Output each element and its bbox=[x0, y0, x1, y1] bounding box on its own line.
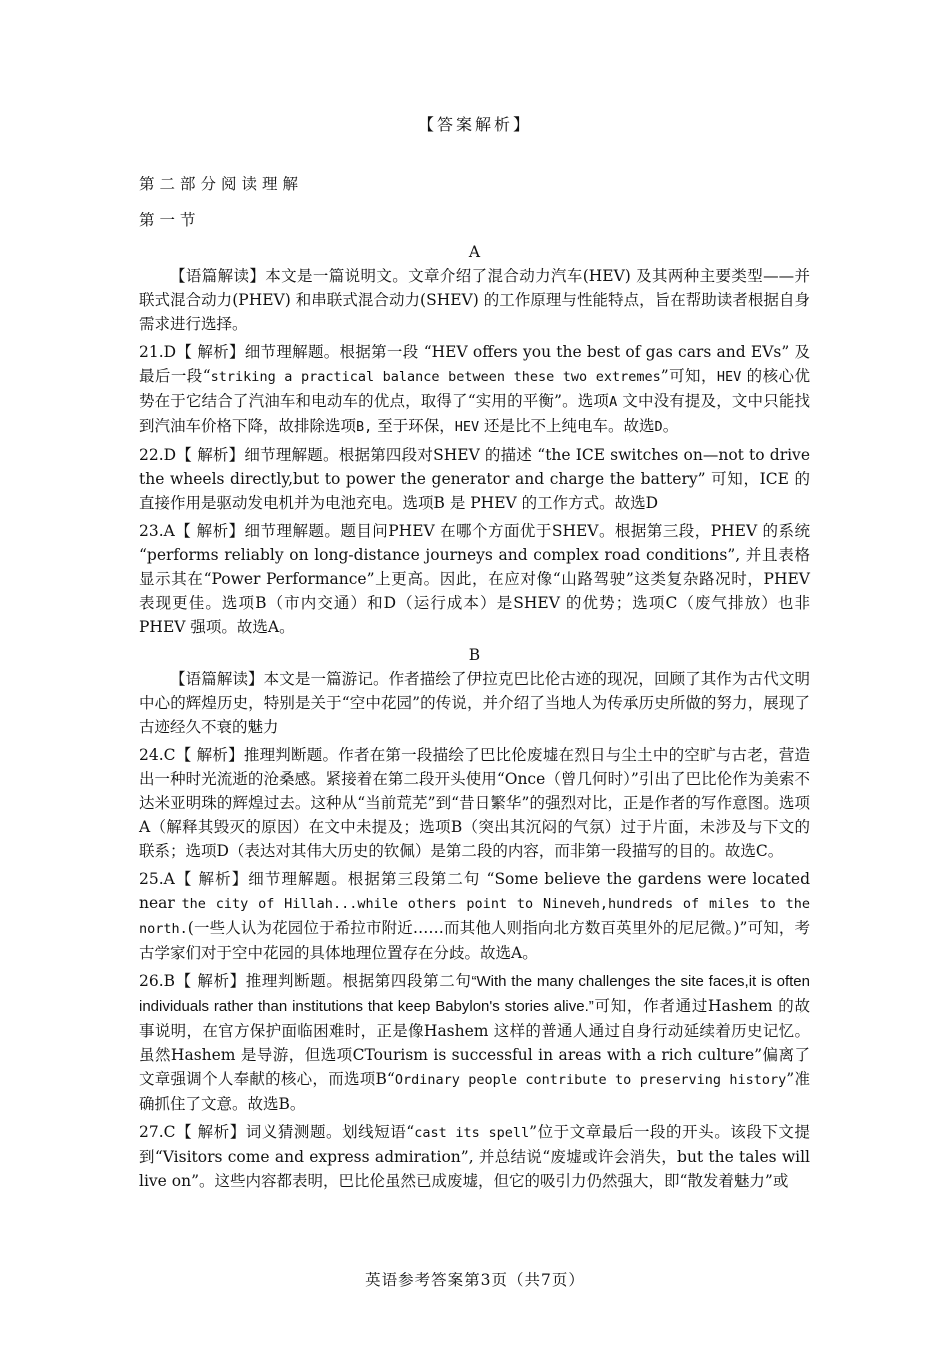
section-heading: 第一节 bbox=[139, 211, 201, 229]
page-footer: 英语参考答案第3页（共7页） bbox=[365, 1271, 585, 1289]
answer-22: 22.D【 解析】细节理解题。根据第四段对SHEV 的描述 “the ICE switches on—not to drive the wheels directly,but to power the generator and charge the battery” 可知，ICE 的直接作用是驱动发电机并为电池充电。选项B 是 PHEV 的工作方式。故选D bbox=[139, 446, 810, 512]
answer-26-quote: “With the many challenges the site faces,it is often individuals rather than institutions that keep Babylon's stories alive.” bbox=[139, 973, 810, 1015]
answer-21-text-7: 。 bbox=[662, 417, 679, 435]
part-heading: 第二部分阅读理解 bbox=[139, 175, 304, 193]
answer-21-text-4: 文中没有提及，文中只能找到汽油车价格下降，故排除选项 bbox=[139, 392, 810, 435]
passage-a-summary: 【语篇解读】本文是一篇说明文。文章介绍了混合动力汽车(HEV) 及其两种主要类型——并联式混合动力(PHEV) 和串联式混合动力(SHEV) 的工作原理与性能特点，旨在帮助读者根据自身需求进行选择。 bbox=[139, 267, 810, 333]
answer-25-quote: the city of Hillah...while others point to Nineveh,hundreds of miles to the north. bbox=[139, 896, 811, 937]
answer-26-option-b: Ordinary people contribute to preserving history bbox=[394, 1072, 787, 1088]
answer-21-text-3: 的核心优势在于它结合了汽油车和电动车的优点，取得了“实用的平衡”。选项 bbox=[139, 367, 810, 410]
answer-27-text-2: ”位于文章最后一段的开头。该段下文提到“Visitors come and express admiration”, 并总结说“废墟或许会消失，but the tales will live on”。这些内容都表明，巴比伦虽然已成废墟，但它的吸引力仍然强大，即“散发着魅力”或 bbox=[139, 1123, 810, 1190]
answer-25-text-1: 25.A【 解析】细节理解题。根据第三段第二句 “Some believe the gardens were located near bbox=[139, 870, 810, 912]
answer-21-mono-d: D bbox=[654, 419, 663, 435]
answer-26-text-2: 可知，作者通过Hashem 的故事说明，在官方保护面临困难时，正是像Hashem 这样的普通人通过自身行动延续着历史记忆。虽然Hashem 是导游，但选项CTourism is successful in areas with a rich culture”偏离了文章强调个人奉献的核心，而选项B“ bbox=[139, 997, 810, 1088]
passage-b-label: B bbox=[468, 646, 481, 664]
answer-23: 23.A【 解析】细节理解题。题目问PHEV 在哪个方面优于SHEV。根据第三段，PHEV 的系统 “performs reliably on long-distance journeys and complex road conditions”, 并且表格显示其在“Power Performance”上更高。因此，在应对像“山路驾驶”这类复杂路况时，PHEV 表现更佳。选项B（市内交通）和D（运行成本）是SHEV 的优势；选项C（废气排放）也非 PHEV 强项。故选A。 bbox=[139, 522, 810, 636]
document-body bbox=[139, 240, 810, 1197]
passage-b-summary: 【语篇解读】本文是一篇游记。作者描绘了伊拉克巴比伦古迹的现况，回顾了其作为古代文明中心的辉煌历史，特别是关于“空中花园”的传说，并介绍了当地人为传承历史所做的努力，展现了古迹经久不衰的魅力 bbox=[139, 670, 810, 736]
answer-25 bbox=[139, 867, 810, 965]
answer-26 bbox=[139, 969, 810, 1116]
answer-24: 24.C【 解析】推理判断题。作者在第一段描绘了巴比伦废墟在烈日与尘土中的空旷与古老，营造出一种时光流逝的沧桑感。紧接着在第二段开头使用“Once（曾几何时）”引出了巴比伦作为美索不达米亚明珠的辉煌过去。这种从“当前荒芜”到“昔日繁华”的强烈对比，正是作者的写作意图。选项A（解释其毁灭的原因）在文中未提及；选项B（突出其沉闷的气氛）过于片面，未涉及与下文的联系；选项D（表达对其伟大历史的钦佩）是第二段的内容，而非第一段描写的目的。故选C。 bbox=[139, 746, 810, 860]
answer-21-mono-b: B, bbox=[356, 419, 373, 435]
answer-21-quote: striking a practical balance between these two extremes bbox=[210, 369, 661, 385]
answer-25-text-2: (一些人认为花园位于希拉市附近……而其他人则指向北方数百英里外的尼尼微。)”可知，考古学家们对于空中花园的具体地理位置存在分歧。故选A。 bbox=[139, 919, 810, 962]
answer-analysis-title: 【答案解析】 bbox=[417, 115, 532, 134]
answer-21-text-6: 还是比不上纯电车。故选 bbox=[479, 417, 655, 435]
answer-21-mono-a: A bbox=[609, 394, 618, 410]
passage-a-label: A bbox=[468, 243, 481, 261]
answer-27-phrase: cast its spell bbox=[414, 1125, 530, 1141]
answer-21-mono-hev-2: HEV bbox=[454, 419, 480, 435]
answer-21-mono-hev: HEV bbox=[716, 369, 742, 385]
answer-27-text-1: 27.C【 解析】词义猜测题。划线短语“ bbox=[139, 1123, 415, 1141]
answer-26-text-1: 26.B【 解析】推理判断题。根据第四段第二句 bbox=[139, 972, 472, 990]
answer-21-text-2: ”可知， bbox=[660, 367, 717, 385]
answer-21 bbox=[139, 340, 810, 439]
answer-21-text-5: 至于环保， bbox=[372, 417, 455, 435]
answer-27 bbox=[139, 1120, 810, 1193]
answer-26-text-3: ”准确抓住了文意。故选B。 bbox=[139, 1070, 810, 1113]
answer-21-text-1: 21.D【 解析】细节理解题。根据第一段 “HEV offers you the best of gas cars and EVs” 及 最后一段“ bbox=[139, 343, 810, 385]
